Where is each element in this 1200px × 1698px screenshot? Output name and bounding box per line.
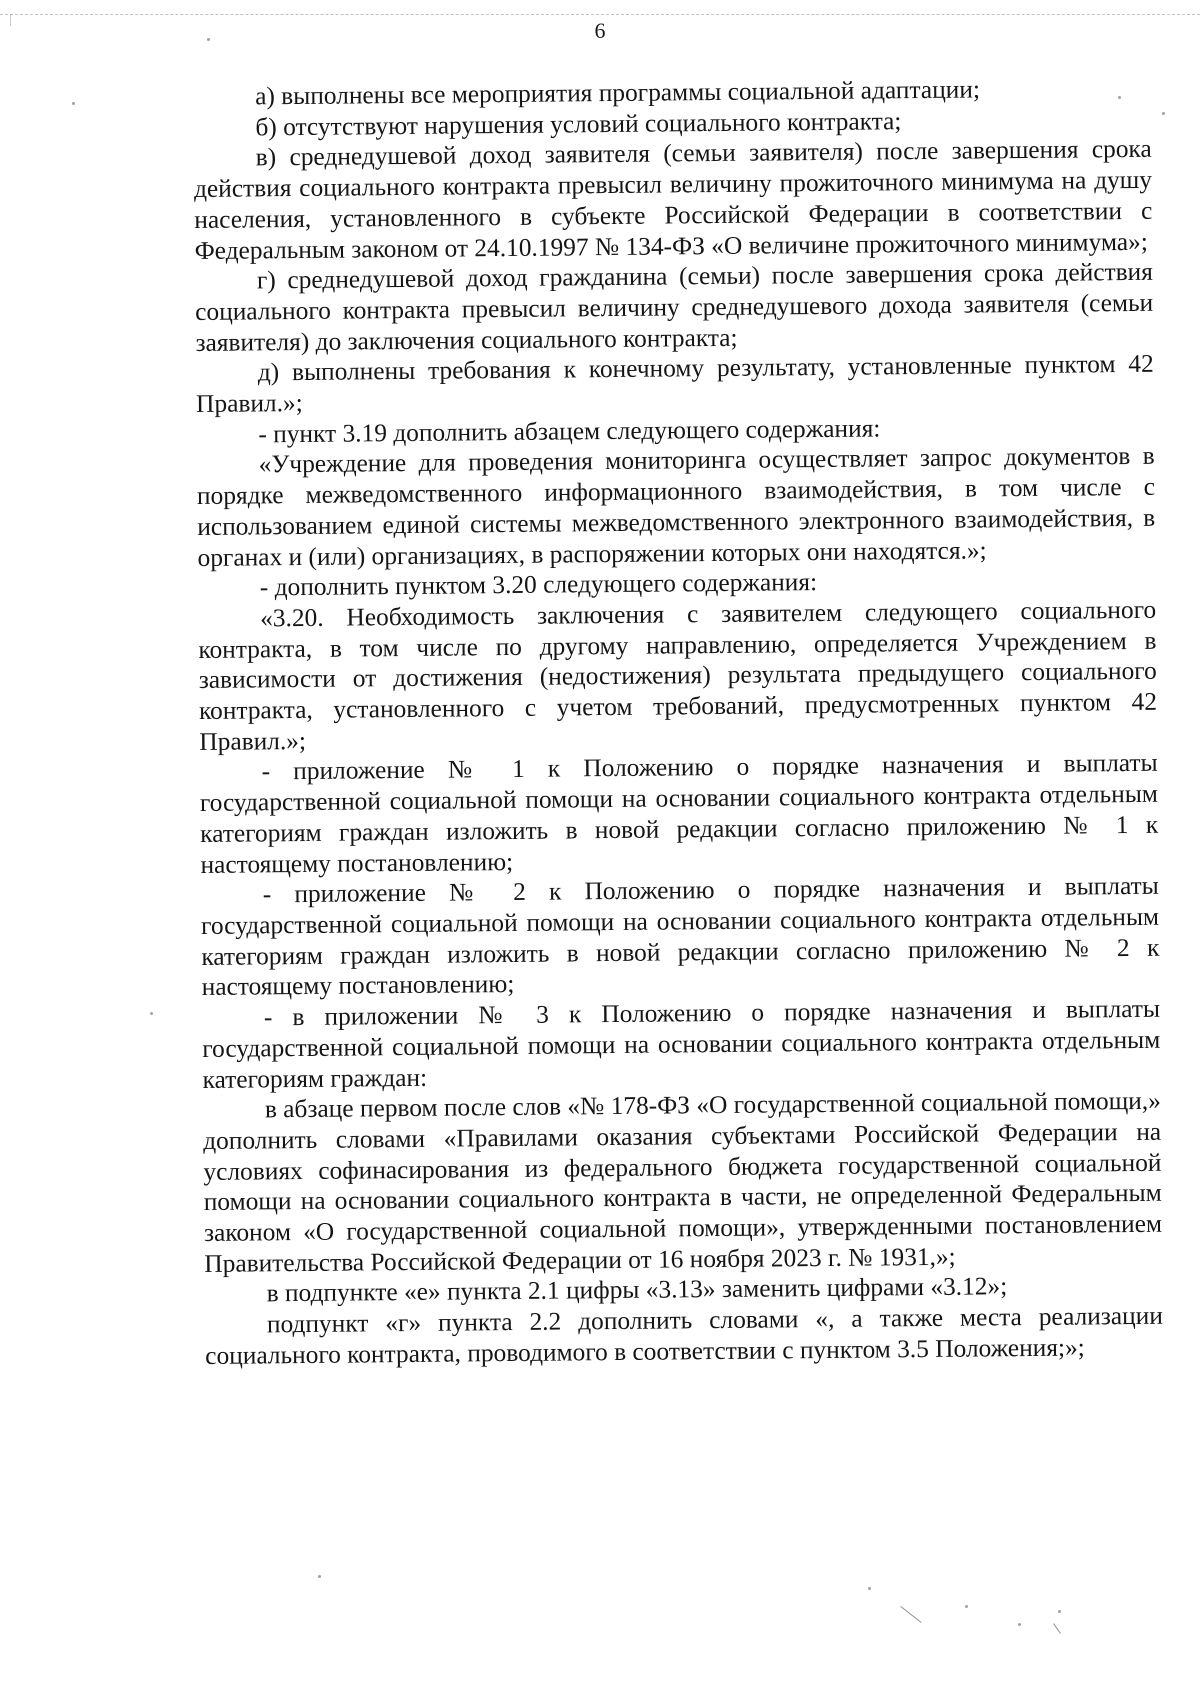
scan-speck xyxy=(868,1587,871,1590)
document-body xyxy=(193,73,1163,1372)
paragraph-quote-3-20: «3.20. Необходимость заключения с заявителем следующего социального контракта, в том числе по другому направлению, определяется Учреждением в зависимости от достижения (недостижения) результата предыдущего социального контракта, установленного с учетом требований, предусмотренных пунктом 42 Правил.»; xyxy=(198,595,1158,756)
scan-speck xyxy=(1118,96,1121,99)
scan-top-edge xyxy=(0,14,1200,15)
scan-speck xyxy=(72,102,75,105)
scan-speck xyxy=(1018,1623,1021,1626)
paragraph-subitem-e: в подпункте «е» пункта 2.1 цифры «3.13» заменить цифрами «3.12»; xyxy=(266,1272,1008,1308)
paragraph-v: в) среднедушевой доход заявителя (семьи заявителя) после завершения срока действия социального контракта превысил величину прожиточного минимума на душу населения, установленного в субъекте Российской Федерации в соответствии с Федеральным законом от 24.10.1997 № 134-ФЗ «О величине прожиточного минимума»; xyxy=(193,135,1153,265)
paragraph-d: д) выполнены требования к конечному результату, установленные пунктом 42 Правил.»; xyxy=(195,350,1154,419)
scan-speck xyxy=(1162,112,1165,115)
paragraph-a: а) выполнены все мероприятия программы социальной адаптации; xyxy=(255,75,981,111)
scan-scratch xyxy=(900,1606,921,1623)
paragraph-item-3-19: - пункт 3.19 дополнить абзацем следующего содержания: xyxy=(258,414,881,449)
paragraph-g: г) среднедушевой доход гражданина (семьи) после завершения срока действия социального контракта превысил величину среднедушевого дохода заявителя (семьи заявителя) до заключения социального контракта; xyxy=(195,258,1154,357)
scan-speck xyxy=(150,1012,153,1015)
paragraph-first-abzac: в абзаце первом после слов «№ 178-ФЗ «О государственной социальной помощи,» дополнить словами «Правилами оказания субъектами Российской Федерации на условиях софинасирования из федерального бюджета государственной социальной помощи на основании социального контракта в части, не определенной Федеральным законом «О государственной социальной помощи», утвержденными постановлением Правительства Российской Федерации от 16 ноября 2023 г. № 1931,»; xyxy=(203,1086,1163,1278)
scan-speck xyxy=(1058,1610,1061,1613)
paragraph-appendix-3: - в приложении № 3 к Положению о порядке назначения и выплаты государственной социальной помощи на основании социального контракта отдельным категориям граждан: xyxy=(202,994,1161,1094)
paragraph-b: б) отсутствуют нарушения условий социального контракта; xyxy=(255,106,902,142)
page-number: 6 xyxy=(594,18,606,43)
paragraph-quote-monitoring: «Учреждение для проведения мониторинга осуществляет запрос документов в порядке межведомственного информационного взаимодействия, в том числе с использованием единой системы межведомственного электронного взаимодействия, в органах и (или) организациях, в распоряжении которых они находятся.»; xyxy=(196,442,1156,572)
paragraph-item-3-20: - дополнить пунктом 3.20 следующего содержания: xyxy=(259,568,818,602)
paragraph-subitem-g: подпункт «г» пункта 2.2 дополнить словами «, а также места реализации социального контракта, проводимого в соответствии с пунктом 3.5 Положения;»; xyxy=(205,1301,1164,1370)
paragraph-appendix-1: - приложение № 1 к Положению о порядке назначения и выплаты государственной социальной помощи на основании социального контракта отдельным категориям граждан изложить в новой редакции согласно приложению № 1 к настоящему постановлению; xyxy=(199,749,1159,879)
paragraph-appendix-2: - приложение № 2 к Положению о порядке назначения и выплаты государственной социальной помощи на основании социального контракта отдельным категориям граждан изложить в новой редакции согласно приложению № 2 к настоящему постановлению; xyxy=(200,872,1160,1002)
scan-speck xyxy=(965,1605,968,1608)
scan-speck xyxy=(207,38,210,41)
scan-scratch xyxy=(1053,1623,1061,1633)
scan-speck xyxy=(318,1575,321,1578)
